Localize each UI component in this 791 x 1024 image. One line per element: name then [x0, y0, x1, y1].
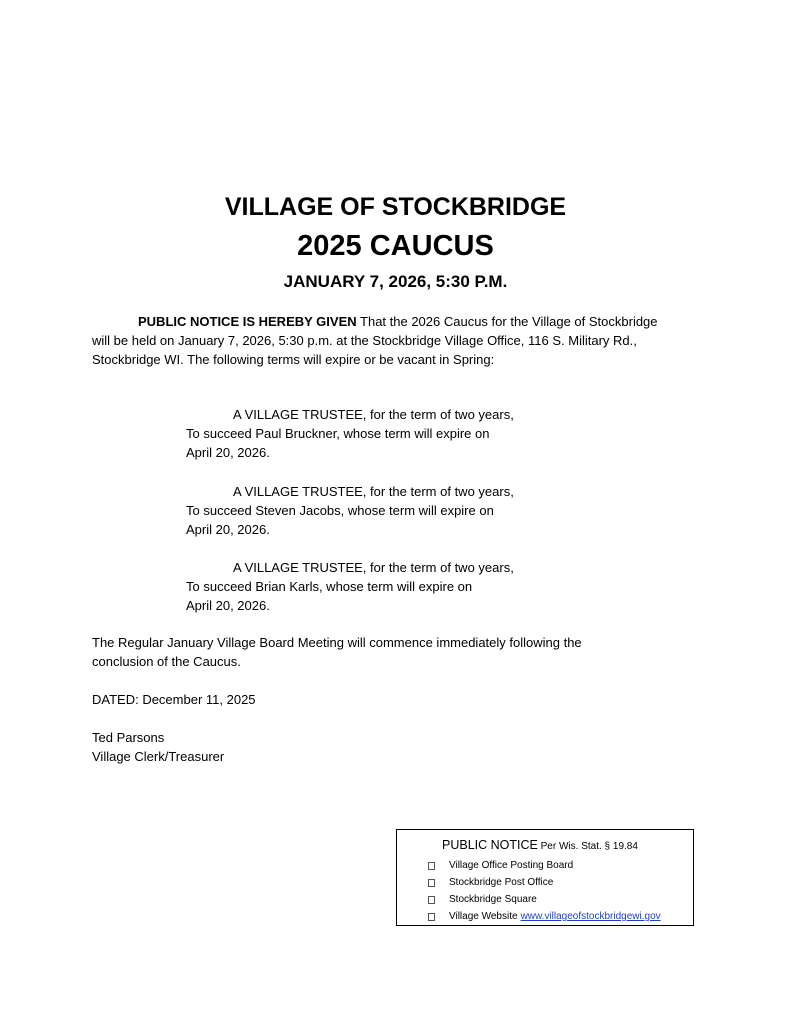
seat-term: A VILLAGE TRUSTEE, for the term of two years, [233, 407, 514, 422]
village-title: VILLAGE OF STOCKBRIDGE [224, 193, 567, 221]
signer-name: Ted Parsons [92, 730, 165, 745]
posting-statute: Per Wis. Stat. § 19.84 [537, 841, 638, 852]
posting-heading-title: PUBLIC NOTICE [442, 838, 538, 852]
seat-expiry: April 20, 2026. [186, 598, 270, 613]
website-label: Village Website [449, 911, 518, 922]
posting-list [428, 857, 661, 925]
seat-successor: To succeed Brian Karls, whose term will expire on [186, 579, 473, 594]
dated-line: DATED: December 11, 2025 [92, 692, 256, 707]
board-meeting-line-2: conclusion of the Caucus. [92, 654, 241, 669]
notice-paragraph [92, 312, 702, 369]
checkbox-icon[interactable] [428, 862, 435, 870]
posting-item-label: Village Office Posting Board [449, 860, 574, 871]
seat-successor: To succeed Paul Bruckner, whose term will expire on [186, 426, 490, 441]
signer-role: Village Clerk/Treasurer [92, 749, 225, 764]
seat-successor: To succeed Steven Jacobs, whose term will expire on [186, 503, 494, 518]
trustee-seat [186, 558, 606, 615]
board-meeting-paragraph [92, 633, 712, 671]
posting-item [428, 874, 661, 891]
board-meeting-line-1: The Regular January Village Board Meeting will commence immediately following the [92, 635, 582, 650]
posting-item [428, 908, 661, 925]
notice-line-2: will be held on January 7, 2026, 5:30 p.m. at the Stockbridge Village Office, 116 S. Military Rd., [92, 333, 637, 348]
seat-expiry: April 20, 2026. [186, 445, 270, 460]
checkbox-icon[interactable] [428, 896, 435, 904]
notice-lead: PUBLIC NOTICE IS HEREBY GIVEN [138, 314, 357, 329]
signature-block [92, 728, 712, 766]
posting-item [428, 857, 661, 874]
trustee-seat [186, 482, 606, 539]
village-website-link[interactable]: www.villageofstockbridgewi.gov [520, 911, 661, 922]
notice-line-3: Stockbridge WI. The following terms will expire or be vacant in Spring: [92, 352, 495, 367]
posting-heading [442, 838, 638, 852]
checkbox-icon[interactable] [428, 913, 435, 921]
checkbox-icon[interactable] [428, 879, 435, 887]
seat-expiry: April 20, 2026. [186, 522, 270, 537]
notice-line-1-rest: That the 2026 Caucus for the Village of Stockbridge [356, 314, 658, 329]
posting-locations-box [396, 829, 694, 926]
notice-line-1 [92, 312, 702, 331]
posting-item-label: Stockbridge Post Office [449, 877, 554, 888]
posting-item [428, 891, 661, 908]
caucus-date-time: JANUARY 7, 2026, 5:30 P.M. [283, 272, 508, 291]
posting-item-label: Stockbridge Square [449, 894, 537, 905]
seat-term: A VILLAGE TRUSTEE, for the term of two years, [233, 484, 514, 499]
seat-term: A VILLAGE TRUSTEE, for the term of two years, [233, 560, 514, 575]
caucus-title: 2025 CAUCUS [297, 230, 494, 262]
trustee-seat [186, 405, 606, 462]
